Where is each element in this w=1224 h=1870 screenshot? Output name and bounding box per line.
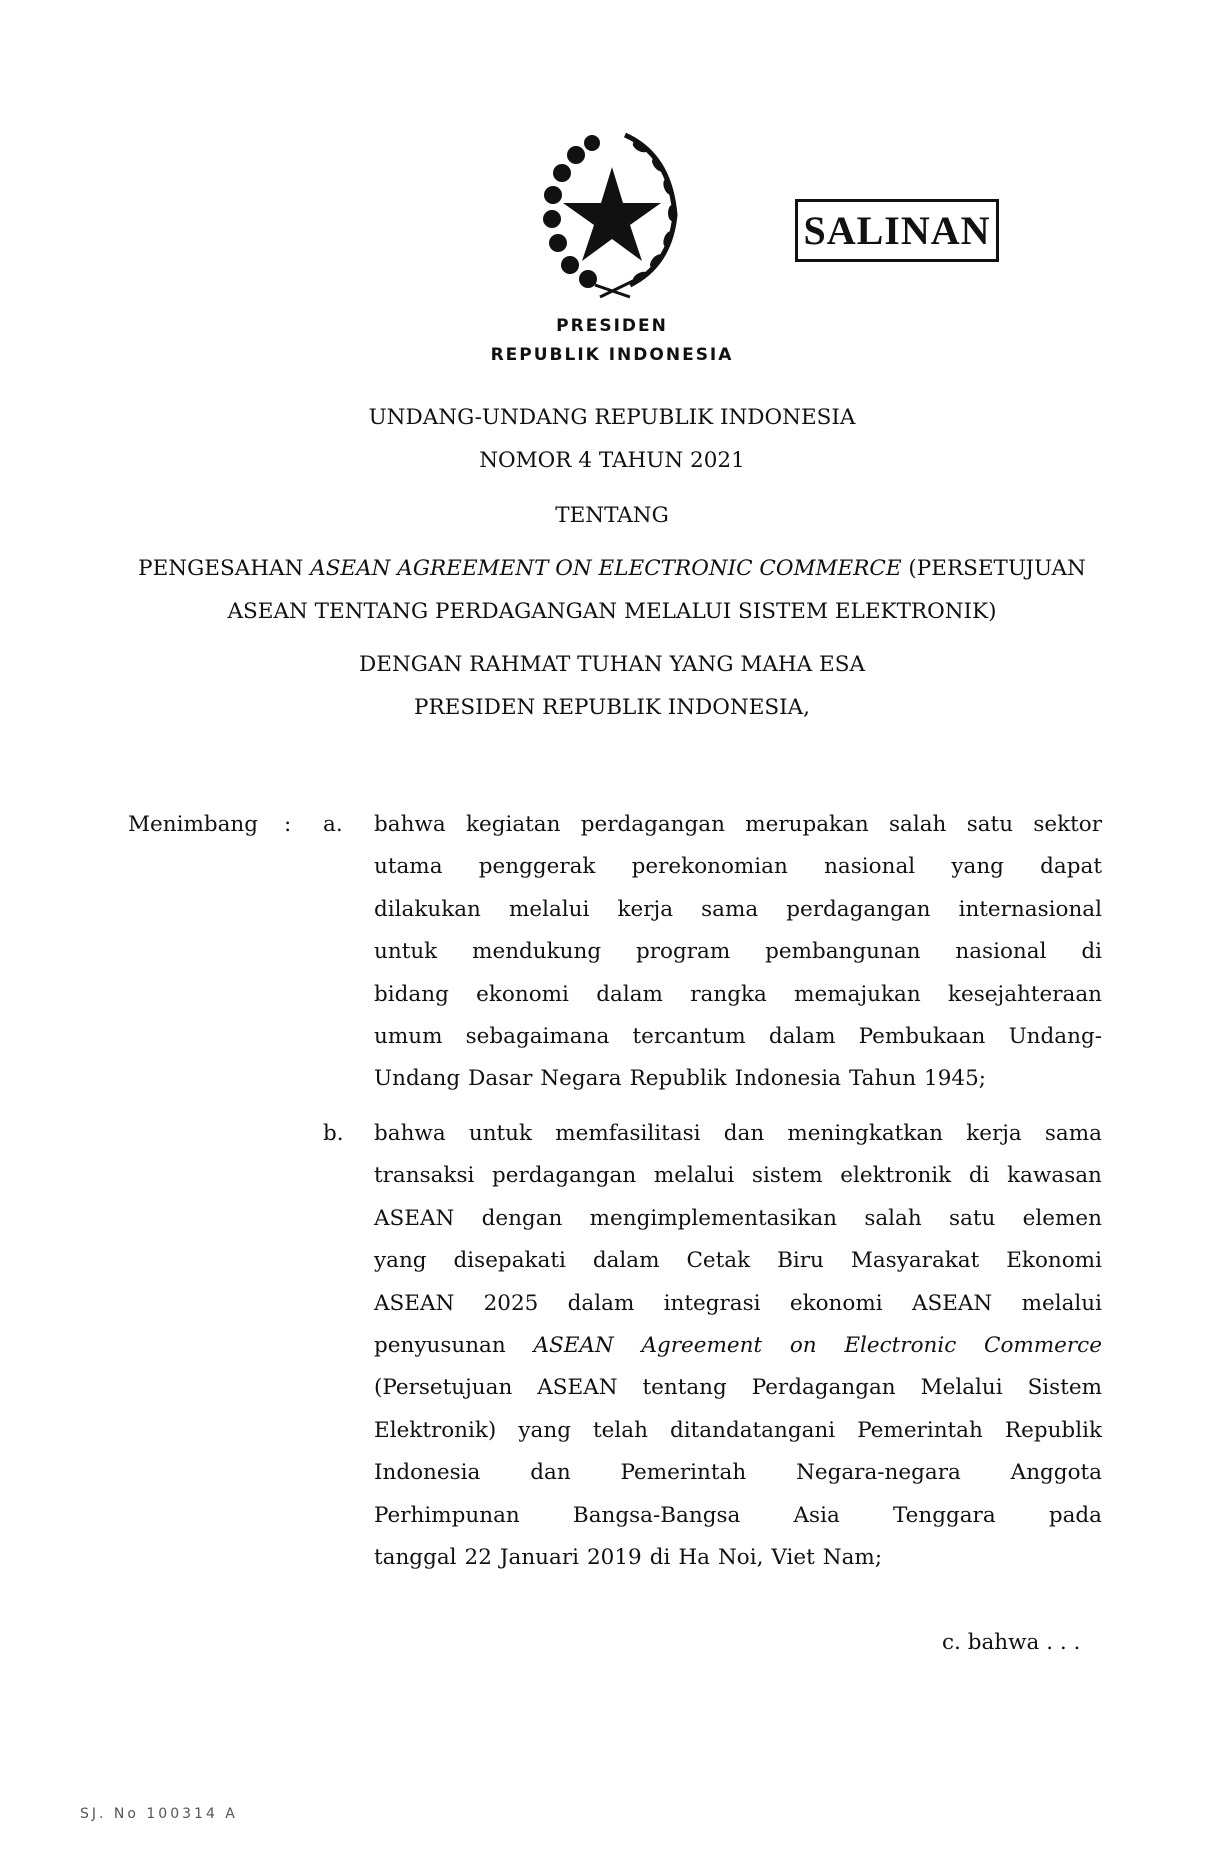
consideration-line: Indonesia dan Pemerintah Negara-negara Anggota bbox=[374, 1460, 1102, 1486]
subject-italic: ASEAN AGREEMENT ON ELECTRONIC COMMERCE bbox=[310, 556, 902, 581]
consideration-line: penyusunan ASEAN Agreement on Electronic Commerce bbox=[374, 1333, 1102, 1358]
consideration-line: ASEAN 2025 dalam integrasi ekonomi ASEAN melalui bbox=[374, 1290, 1102, 1316]
consideration-line: ASEAN dengan mengimplementasikan salah satu elemen bbox=[374, 1205, 1102, 1231]
law-subject-line1 bbox=[0, 556, 1224, 581]
preamble-line2: PRESIDEN REPUBLIK INDONESIA, bbox=[414, 695, 810, 720]
consideration-line: bahwa kegiatan perdagangan merupakan salah satu sektor bbox=[374, 812, 1102, 837]
consideration-line: tanggal 22 Januari 2019 di Ha Noi, Viet Nam; bbox=[374, 1545, 883, 1570]
consideration-line: umum sebagaimana tercantum dalam Pembukaan Undang- bbox=[374, 1024, 1102, 1049]
consideration-line: Undang Dasar Negara Republik Indonesia Tahun 1945; bbox=[374, 1066, 987, 1092]
subject-suffix: (PERSETUJUAN bbox=[908, 556, 1086, 581]
consideration-line: bahwa untuk memfasilitasi dan meningkatkan kerja sama bbox=[374, 1121, 1102, 1146]
item-b-marker: b. bbox=[323, 1121, 344, 1146]
law-title: UNDANG-UNDANG REPUBLIK INDONESIA bbox=[368, 405, 856, 430]
footer-code: SJ. No 100314 A bbox=[80, 1806, 238, 1822]
consideration-line: (Persetujuan ASEAN tentang Perdagangan Melalui Sistem bbox=[374, 1375, 1102, 1401]
consideration-line: transaksi perdagangan melalui sistem elektronik di kawasan bbox=[374, 1163, 1102, 1189]
consideration-line: yang disepakati dalam Cetak Biru Masyarakat Ekonomi bbox=[374, 1248, 1102, 1274]
consideration-line: bidang ekonomi dalam rangka memajukan kesejahteraan bbox=[374, 981, 1102, 1007]
presidential-emblem-icon bbox=[540, 125, 685, 300]
subject-prefix: PENGESAHAN bbox=[138, 556, 304, 581]
consideration-line: utama penggerak perekonomian nasional yang dapat bbox=[374, 854, 1102, 880]
menimbang-colon: : bbox=[284, 812, 292, 837]
menimbang-label: Menimbang bbox=[128, 812, 259, 837]
preamble-line1: DENGAN RAHMAT TUHAN YANG MAHA ESA bbox=[359, 652, 865, 677]
consideration-line: dilakukan melalui kerja sama perdagangan internasional bbox=[374, 896, 1102, 922]
consideration-line: Perhimpunan Bangsa-Bangsa Asia Tenggara pada bbox=[374, 1502, 1102, 1528]
issuer-line1: PRESIDEN bbox=[556, 316, 668, 336]
salinan-stamp: SALINAN bbox=[795, 199, 999, 262]
tentang-heading: TENTANG bbox=[555, 503, 669, 528]
law-subject-line2: ASEAN TENTANG PERDAGANGAN MELALUI SISTEM ELEKTRONIK) bbox=[227, 599, 997, 624]
item-a-marker: a. bbox=[323, 812, 343, 837]
issuer-line2: REPUBLIK INDONESIA bbox=[490, 345, 734, 365]
consideration-line: untuk mendukung program pembangunan nasional di bbox=[374, 939, 1102, 965]
consideration-line: Elektronik) yang telah ditandatangani Pemerintah Republik bbox=[374, 1417, 1102, 1443]
law-number: NOMOR 4 TAHUN 2021 bbox=[479, 448, 745, 473]
continuation-marker: c. bahwa . . . bbox=[942, 1630, 1081, 1655]
